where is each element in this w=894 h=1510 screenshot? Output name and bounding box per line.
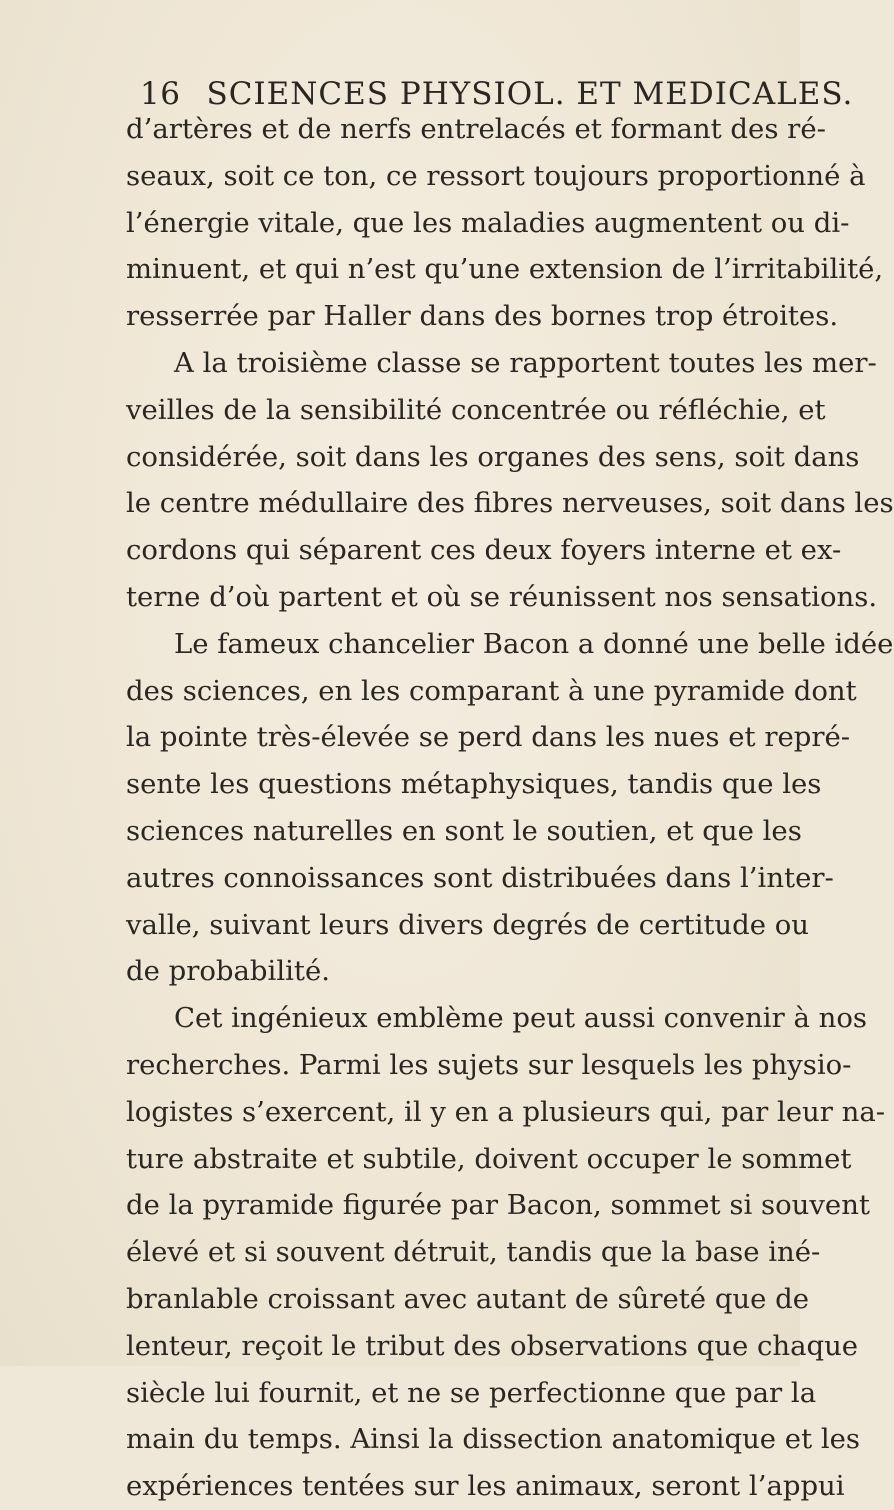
text-line: sente les questions métaphysiques, tandis que les — [126, 768, 822, 801]
text-line: cordons qui séparent ces deux foyers interne et ex- — [126, 534, 842, 567]
text-line: minuent, et qui n’est qu’une extension de l’irritabilité, — [126, 253, 884, 286]
text-line: Cet ingénieux emblème peut aussi convenir à nos — [174, 1002, 867, 1035]
text-line: main du temps. Ainsi la dissection anatomique et les — [126, 1423, 861, 1456]
body-text — [126, 106, 894, 1510]
text-line: logistes s’exercent, il y en a plusieurs qui, par leur na- — [126, 1095, 886, 1128]
page-number: 16 — [140, 76, 181, 112]
text-line: A la troisième classe se rapportent toutes les mer- — [174, 346, 877, 379]
text-line: le centre médullaire des fibres nerveuses, soit dans les — [126, 487, 894, 520]
text-line: ture abstraite et subtile, doivent occuper le sommet — [126, 1142, 852, 1175]
text-line: Le fameux chancelier Bacon a donné une belle idée — [174, 627, 894, 660]
text-line: de la pyramide figurée par Bacon, sommet si souvent — [126, 1189, 870, 1222]
text-line: de probabilité. — [126, 955, 330, 988]
text-line: autres connoissances sont distribuées dans l’inter- — [126, 861, 834, 894]
text-line: d’artères et de nerfs entrelacés et formant des ré- — [126, 113, 826, 145]
text-line: seaux, soit ce ton, ce ressort toujours proportionné à — [126, 159, 866, 192]
text-line: considérée, soit dans les organes des sens, soit dans — [126, 440, 860, 473]
text-line: terne d’où partent et où se réunissent nos sensations. — [126, 580, 878, 613]
text-line: la pointe très-élevée se perd dans les nues et repré- — [126, 721, 851, 754]
text-line: siècle lui fournit, et ne se perfectionne que par la — [126, 1376, 817, 1409]
text-line: resserrée par Haller dans des bornes trop étroites. — [126, 300, 839, 333]
text-line: des sciences, en les comparant à une pyramide dont — [126, 674, 857, 707]
text-line: élevé et si souvent détruit, tandis que la base iné- — [126, 1236, 821, 1269]
text-line: veilles de la sensibilité concentrée ou réfléchie, et — [126, 393, 826, 426]
text-line: l’énergie vitale, que les maladies augmentent ou di- — [126, 206, 850, 239]
running-title: SCIENCES PHYSIOL. ET MEDICALES. — [206, 76, 854, 112]
text-line: sciences naturelles en sont le soutien, et que les — [126, 814, 802, 847]
text-line: valle, suivant leurs divers degrés de certitude ou — [126, 908, 810, 941]
text-line: branlable croissant avec autant de sûreté que de — [126, 1282, 810, 1315]
text-line: recherches. Parmi les sujets sur lesquels les physio- — [126, 1048, 852, 1081]
text-line: expériences tentées sur les animaux, seront l’appui — [126, 1470, 845, 1503]
text-line: lenteur, reçoit le tribut des observations que chaque — [126, 1329, 859, 1362]
